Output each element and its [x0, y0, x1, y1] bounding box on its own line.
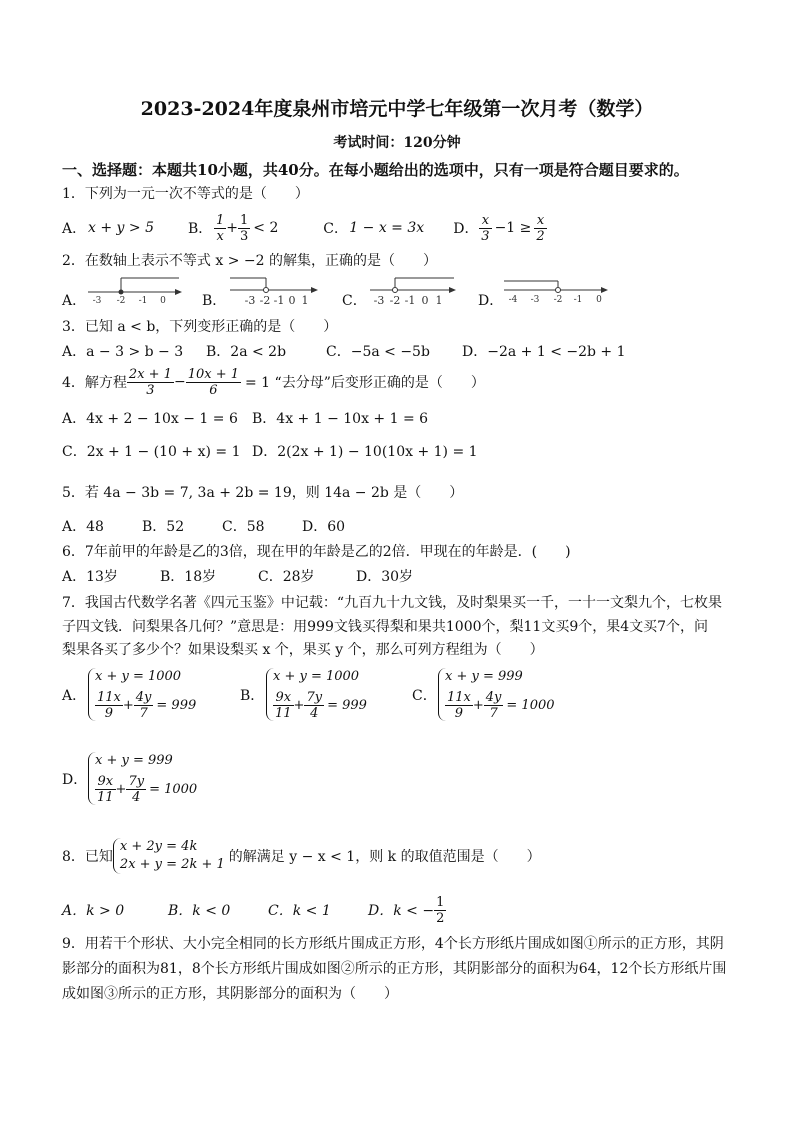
section-heading: 一、选择题：本题共10小题，共40分。在每小题给出的选项中，只有一项是符合题目要求的。: [62, 161, 689, 179]
q5-option-d: D．60: [302, 519, 346, 535]
q2-c-tick: 0: [421, 294, 429, 306]
q2-a-tick: -1: [138, 296, 148, 304]
q1-b-frac2: $\frac{1}{3}$: [240, 212, 249, 244]
q8-option-c: C．k < 1: [268, 903, 331, 919]
q9-line-1: 9．用若干个形状、大小完全相同的长方形纸片围成正方形，4个长方形纸片围成如图①所示的正方形，其阴: [62, 936, 724, 952]
q2-b-tick: 1: [301, 294, 309, 306]
q1-c-label: C．: [323, 221, 349, 237]
q1-b-plus: +: [226, 220, 239, 236]
exam-title: 2023-2024年度泉州市培元中学七年级第一次月考（数学）: [140, 98, 654, 120]
q2-d-number-line: [502, 280, 614, 306]
q3-option-c: C．−5a < −5b: [326, 344, 430, 360]
q1-a-label: A．: [62, 221, 87, 237]
q1-d-mid: −1 ≥: [494, 220, 532, 236]
q8-option-b: B．k < 0: [168, 903, 231, 919]
q1-c-math: 1 − x = 3x: [349, 220, 425, 236]
q1-b-label: B．: [188, 221, 213, 237]
q8-option-d-pre: D．k < −: [368, 903, 435, 919]
q9-line-2: 影部分的面积为81，8个长方形纸片围成如图②所示的正方形，其阴影部分的面积为64，12个长方形纸片围: [62, 961, 727, 977]
q7-c-system: x + y = 999 $\frac{11x}{9}$ + $\frac{4y}{7}$ = 1000: [438, 668, 555, 721]
q2-c-tick: 1: [435, 294, 443, 306]
q1-d-frac1: $\frac{x}{3}$: [481, 212, 490, 244]
q2-a-tick: -2: [116, 296, 126, 304]
q8-post: 的解满足 y − x < 1，则 k 的取值范围是（ ）: [228, 849, 541, 865]
q2-d-tick: -1: [573, 295, 583, 305]
q4-minus: −: [173, 374, 186, 390]
q4-frac2: $\frac{10x + 1}{6}$: [187, 366, 239, 398]
q1-b-frac1: $\frac{1}{x}$: [216, 212, 225, 244]
q4-option-c: C．2x + 1 − (10 + x) = 1: [62, 444, 241, 460]
q8-system: x + 2y = 4k 2x + y = 2k + 1: [113, 838, 225, 874]
q2-a-tick: -3: [92, 296, 102, 304]
q2-d-label: D．: [478, 293, 504, 309]
q7-option-c: [412, 668, 555, 721]
q2-d-tick: -4: [508, 295, 518, 305]
q2-c-tick: -2: [389, 294, 401, 306]
q8-stem: [62, 838, 541, 874]
exam-time: 考试时间：120分钟: [333, 135, 461, 151]
q2-b-tick: -1: [273, 294, 285, 306]
q7-line-1: 7．我国古代数学名著《四元玉鉴》中记载：“九百九十九文钱，及时梨果买一千，一十一文梨九个，七枚果: [62, 595, 723, 611]
q2-c-tick: -3: [373, 294, 385, 306]
q7-line-3: 梨果各买了多少个？如果设梨买 x 个，果买 y 个，那么可列方程组为（ ）: [62, 642, 544, 658]
q2-a-number-line: [86, 274, 186, 304]
q7-option-d: [62, 752, 197, 805]
q2-b-tick: 0: [288, 294, 296, 306]
q5-stem: 5．若 4a − 3b = 7, 3a + 2b = 19，则 14a − 2b 是（ ）: [62, 485, 464, 501]
q3-option-b: B．2a < 2b: [206, 344, 287, 360]
q8-option-d-frac: $\frac{1}{2}$: [436, 894, 445, 926]
q4-frac1: $\frac{2x + 1}{3}$: [128, 366, 172, 398]
q2-b-label: B．: [202, 293, 227, 309]
q7-c-label: C．: [412, 687, 437, 704]
q3-option-d: D．−2a + 1 < −2b + 1: [462, 344, 626, 360]
q5-option-c: C．58: [222, 519, 265, 535]
q7-option-b: [240, 668, 367, 721]
q4-post: = 1 “去分母”后变形正确的是（ ）: [245, 375, 485, 391]
q6-option-d: D．30岁: [356, 569, 414, 585]
q2-d-tick: 0: [596, 295, 602, 305]
q4-option-a: A．4x + 2 − 10x − 1 = 6: [62, 411, 238, 427]
q8-pre: 8．已知: [62, 849, 113, 865]
q6-option-c: C．28岁: [258, 569, 315, 585]
q8-options: [62, 893, 446, 927]
q1-b-tail: < 2: [253, 220, 279, 236]
q2-b-tick: -3: [244, 294, 256, 306]
q6-option-a: A．13岁: [62, 569, 118, 585]
q3-option-a: A．a − 3 > b − 3: [62, 344, 184, 360]
q1-a-math: x + y > 5: [88, 220, 154, 236]
q2-stem: 2．在数轴上表示不等式 x > −2 的解集，正确的是（ ）: [62, 253, 437, 269]
q7-d-system: x + y = 999 $\frac{9x}{11}$ + $\frac{7y}{4}$ = 1000: [88, 752, 197, 805]
q1-d-label: D．: [453, 221, 479, 237]
q8-option-a: A．k > 0: [62, 903, 125, 919]
q5-option-b: B．52: [142, 519, 185, 535]
q2-a-label: A．: [62, 293, 87, 309]
q2-c-number-line: [368, 276, 462, 306]
q7-d-label: D．: [62, 771, 88, 788]
q7-a-system: x + y = 1000 $\frac{11x}{9}$ + $\frac{4y}{7}$ = 999: [88, 668, 196, 721]
q4-stem: [62, 362, 485, 402]
q4-option-b: B．4x + 1 − 10x + 1 = 6: [252, 411, 429, 427]
q6-stem: 6．7年前甲的年龄是乙的3倍，现在甲的年龄是乙的2倍．甲现在的年龄是．( ): [62, 544, 571, 560]
q7-b-label: B．: [240, 687, 265, 704]
q2-d-tick: -2: [553, 295, 563, 305]
q7-b-system: x + y = 1000 $\frac{9x}{11}$ + $\frac{7y}{4}$ = 999: [266, 668, 367, 721]
q2-b-tick: -2: [259, 294, 271, 306]
q2-a-tick: 0: [160, 296, 166, 304]
q9-line-3: 成如图③所示的正方形，其阴影部分的面积为（ ）: [62, 986, 398, 1002]
q2-d-tick: -3: [530, 295, 540, 305]
q5-option-a: A．48: [62, 519, 104, 535]
q3-stem: 3．已知 a < b，下列变形正确的是（ ）: [62, 319, 338, 335]
q4-option-d: D．2(2x + 1) − 10(10x + 1) = 1: [252, 444, 478, 460]
q1-d-frac2: $\frac{x}{2}$: [536, 212, 545, 244]
q6-option-b: B．18岁: [160, 569, 217, 585]
q7-a-label: A．: [62, 687, 87, 704]
q7-line-2: 子四文钱．问梨果各几何？”意思是：用999文钱买得梨和果共1000个，梨11文买9个，果4文买7个，问: [62, 619, 709, 635]
q2-c-label: C．: [342, 293, 367, 309]
q2-c-tick: -1: [404, 294, 416, 306]
q2-b-number-line: [228, 276, 324, 306]
q1-stem: 1．下列为一元一次不等式的是（ ）: [62, 186, 309, 202]
q4-pre: 4．解方程: [62, 375, 127, 391]
q1-options: [62, 210, 547, 246]
q7-option-a: [62, 668, 196, 721]
